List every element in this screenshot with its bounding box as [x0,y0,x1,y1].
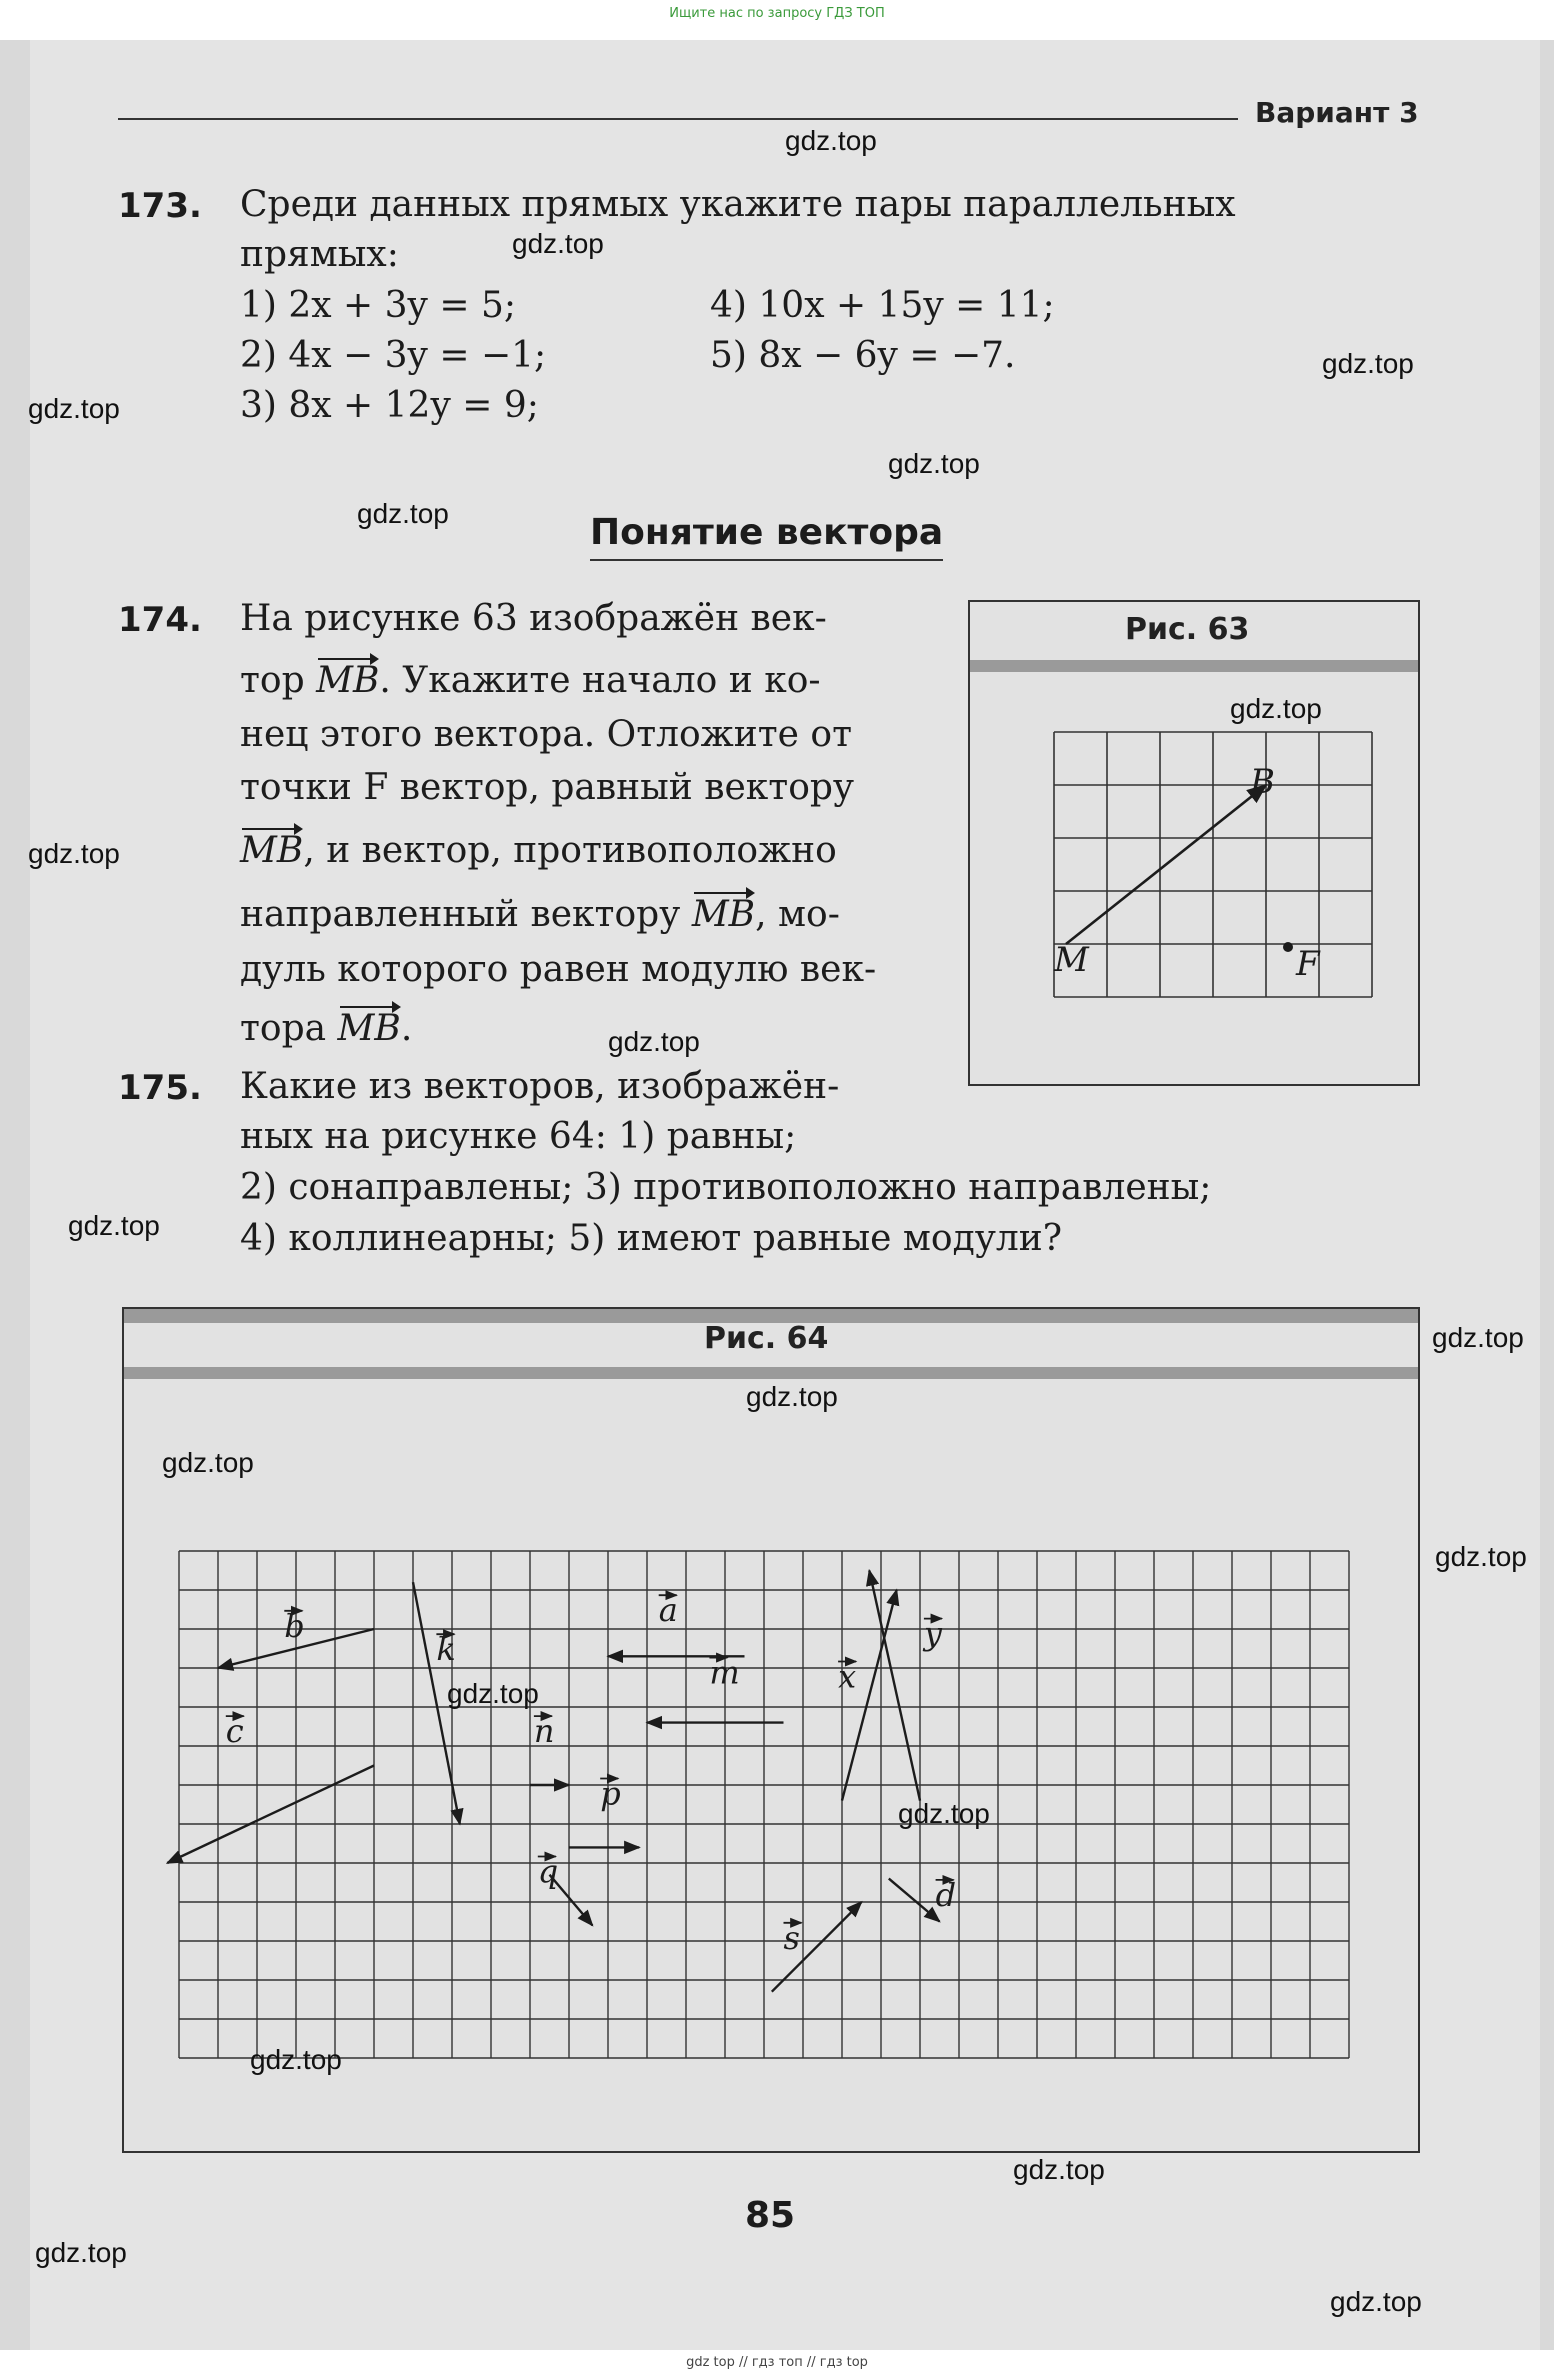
problem-174-line8 [240,1004,412,1054]
problem-175-line4: 4) коллинеарны; 5) имеют равные модули? [240,1218,1063,1259]
label-f: F [1296,944,1320,984]
figure-64-grid [124,1309,1418,2151]
text-part: направленный вектору [240,894,692,935]
problem-174-line6 [240,890,840,940]
equation-4: 4) 10x + 15y = 11; [710,285,1055,326]
equation-3: 3) 8x + 12y = 9; [240,385,539,426]
label-m: M [1054,940,1089,980]
watermark: gdz.top [888,448,980,479]
watermark: gdz.top [28,393,120,424]
figure-64 [122,1307,1420,2153]
vector-mb-arrow [1066,785,1266,944]
watermark: gdz.top [785,125,877,156]
problem-174-line5 [240,826,837,876]
vector-label-k: k [436,1630,456,1669]
label-b: B [1250,762,1275,802]
problem-174-number: 174. [118,600,202,640]
vector-d-arrow [889,1879,940,1922]
vector-label-x: x [838,1657,857,1696]
watermark: gdz.top [1322,348,1414,379]
vector-mb: MB [338,1004,401,1054]
header-rule [118,118,1238,120]
equation-1: 1) 2x + 3y = 5; [240,285,516,326]
problem-173-line1: Среди данных прямых укажите пары параллельных [240,184,1236,225]
text-part: . [400,1008,413,1049]
variant-label: Вариант 3 [1255,96,1419,129]
watermark: gdz.top [898,1798,990,1829]
figure-63 [968,600,1420,1086]
watermark: gdz.top [1013,2154,1105,2185]
top-note: Ищите нас по запросу ГДЗ ТОП [669,6,885,21]
vector-label-n: n [533,1712,555,1751]
text-part: . Укажите начало и ко- [379,660,821,701]
vector-c-arrow [167,1766,374,1864]
vector-mb: MB [240,826,303,876]
watermark: gdz.top [357,498,449,529]
problem-173-number: 173. [118,186,202,226]
vector-label-s: s [783,1918,800,1957]
vector-label-d: d [935,1875,957,1914]
point-f [1283,942,1293,952]
vector-label-y: y [923,1614,942,1653]
text-part: тора [240,1008,338,1049]
vector-label-q: q [537,1852,559,1891]
bottom-note: gdz top // гдз топ // гдз top [686,2355,868,2370]
figure-63-grid [970,602,1418,1084]
equation-2: 2) 4x − 3y = −1; [240,335,547,376]
vector-label-b: b [284,1606,305,1645]
equation-5: 5) 8x − 6y = −7. [710,335,1016,376]
vector-label-a: a [658,1591,678,1630]
watermark: gdz.top [28,838,120,869]
figure-64-title: Рис. 64 [704,1321,829,1356]
problem-175-line3: 2) сонаправлены; 3) противоположно направлены; [240,1167,1212,1208]
section-title: Понятие вектора [590,512,943,561]
watermark: gdz.top [746,1381,838,1412]
problem-174-line2 [240,656,821,706]
watermark: gdz.top [162,1447,254,1478]
page-number: 85 [745,2195,796,2236]
problem-174-line1: На рисунке 63 изображён век- [240,598,827,639]
text-part: , мо- [755,894,840,935]
watermark: gdz.top [1230,693,1322,724]
watermark: gdz.top [512,228,604,259]
watermark: gdz.top [447,1678,539,1709]
vector-y-arrow [869,1571,920,1801]
watermark: gdz.top [1432,1322,1524,1353]
problem-174-line3: нец этого вектора. Отложите от [240,714,853,755]
text-part: тор [240,660,317,701]
text-part: , и вектор, противоположно [303,830,837,871]
vector-mb: MB [692,890,755,940]
problem-174-line7: дуль которого равен модулю век- [240,949,877,990]
watermark: gdz.top [1330,2286,1422,2317]
figure-63-title: Рис. 63 [1125,612,1250,647]
problem-174-line4: точки F вектор, равный вектору [240,767,855,808]
watermark: gdz.top [35,2237,127,2268]
problem-175-line2: ных на рисунке 64: 1) равны; [240,1116,797,1157]
problem-175-number: 175. [118,1068,202,1108]
vector-label-p: p [600,1774,621,1813]
vector-label-m: m [709,1653,740,1692]
watermark: gdz.top [68,1210,160,1241]
watermark: gdz.top [250,2044,342,2075]
vector-label-c: c [225,1712,244,1751]
problem-175-line1: Какие из векторов, изображён- [240,1066,840,1107]
problem-173-line2: прямых: [240,234,399,275]
watermark: gdz.top [1435,1541,1527,1572]
vector-mb: MB [316,656,379,706]
watermark: gdz.top [608,1026,700,1057]
